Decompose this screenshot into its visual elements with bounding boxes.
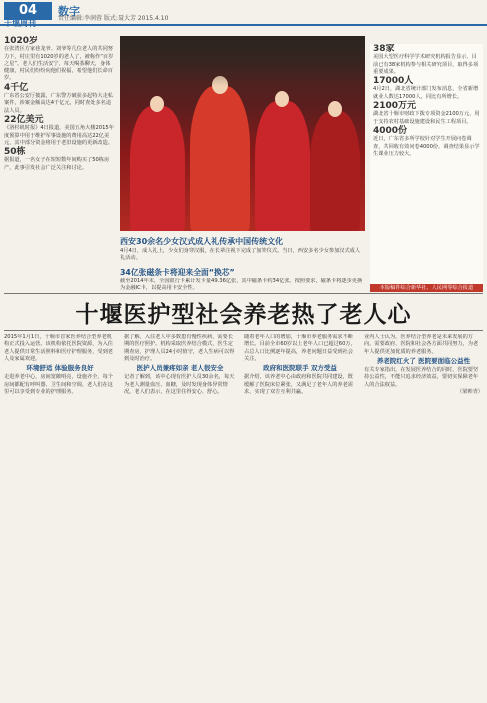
article-paragraph: 记者了解到，该中心现有医护人员30余名，每天为老人测量血压、血糖，及时发现身体异常情况。老人们表示，在这里住得安心、舒心。 bbox=[124, 374, 235, 396]
article-paragraph: 2015年1月1日，十堰市首家医养结合型养老机构正式投入运营。该机构依托医院资源，为入住老人提供日常生活照料和医疗护理服务，受到老人及家属欢迎。 bbox=[4, 334, 113, 362]
brief-number: 17000人 bbox=[373, 76, 414, 87]
article-subheading: 政府和医院联手 双方受益 bbox=[263, 364, 337, 373]
article-paragraph: 据介绍，该养老中心由政府和医院共同建设，既缓解了医院床位紧张，又满足了老年人的养老需求，实现了双方互利共赢。 bbox=[244, 374, 353, 396]
brief-item bbox=[4, 114, 114, 147]
article-paragraph: 随着老年人口的增加，十堰市养老服务需求不断增长。目前全市60岁以上老年人口已超过60万，占总人口比例逐年提高，养老问题日益受到社会关注。 bbox=[244, 334, 356, 362]
brief-text: 近日，广东省多所学校针对学生开展问卷调查，共回收有效问卷4000份，调查结果显示学生课业压力较大。 bbox=[373, 136, 480, 157]
page-number: 04 bbox=[4, 2, 52, 20]
article-subheading: 医护人员兼疼如亲 老人很安全 bbox=[136, 364, 224, 373]
brief-item bbox=[373, 103, 480, 126]
editor-meta: 责任编辑:李润蓉 版式:聂大芳 2015.4.10 bbox=[58, 15, 169, 22]
brief-number: 38家 bbox=[373, 44, 395, 54]
page-header bbox=[0, 0, 487, 26]
article-column-1 bbox=[4, 334, 116, 700]
article-signature: （梁帅青） bbox=[457, 389, 483, 396]
paper-name: 十堰周刊 bbox=[4, 19, 36, 28]
ceremony-photo bbox=[120, 36, 365, 231]
brief-text: 美国大型医疗科学学术研究机构报告显示，目前已有38家机构参与相关研究项目，取得多项重要成果。 bbox=[373, 54, 479, 75]
brief-text: 湖北省十堰市财政下拨专项资金2100万元，用于支持农村基础设施建设和民生工程项目。 bbox=[373, 111, 480, 125]
divider bbox=[4, 293, 483, 294]
article-paragraph: 有关专家指出，在发展医养结合的同时，医院要坚持公益性，不能只追求经济效益，要切实保障老年人的合法权益。 bbox=[364, 367, 479, 388]
article-column-3 bbox=[244, 334, 356, 700]
brief-number: 4000份 bbox=[373, 125, 408, 136]
photo-caption: 西安30余名少女汉式成人礼传承中国传统文化 bbox=[120, 237, 284, 246]
section-title: 数字 bbox=[58, 5, 80, 18]
brief-item bbox=[4, 82, 114, 115]
brief-number: 1020岁 bbox=[4, 36, 39, 46]
brief-text: 据报道，一名女子在短短数年间购买了50栋房产，此事引发社会广泛关注和讨论。 bbox=[4, 157, 110, 171]
brief-item bbox=[373, 125, 480, 158]
article-subheading: 养老院红火了 医院要面临公益性 bbox=[376, 356, 471, 365]
left-column bbox=[4, 36, 114, 288]
subarticle-title: 34亿张磁条卡将迎来全面“换芯” bbox=[120, 268, 235, 277]
brief-text: 在张湾区方家巷龙爷、刘爷等几位老人的共同努力下，村庄里有1020岁的老人了，被称作“百岁之星”。老人们生活安宁，每天喝茶聊天，身体健康，村民们纷纷向他们祝福，希望他们长命百岁。 bbox=[4, 46, 114, 82]
article-paragraph: 据了解，入住老人中多数患有慢性疾病，需要长期的医疗照护。机构采取医养结合模式，医生定期查房，护理人员24小时值守，老人生病可以得到及时治疗。 bbox=[124, 334, 235, 362]
brief-text: 广东省公安厅披露，广东警方破获多起特大走私案件，涉案金额高达4千亿元，同时查处多名违法人员。 bbox=[4, 93, 113, 114]
brief-text: 4月2日，湖北省统计部门发布消息，全省新增就业人数达17000人，同比有所增长。 bbox=[373, 86, 479, 100]
brief-text: 《洛杉矶时报》4日报道，美国五角大楼2015年度预算中用于维护军事设施的费用高达22亿美元，其中部分资金将用于老旧设施的更新改造。 bbox=[4, 125, 114, 146]
article-subheading: 环境舒适 体验服务良好 bbox=[26, 364, 94, 373]
right-column bbox=[370, 44, 483, 284]
article-column-2 bbox=[124, 334, 236, 700]
brief-item bbox=[373, 46, 480, 76]
article-paragraph: 业内人士认为，医养结合型养老是未来发展的方向，需要政府、医院和社会各方面共同努力，为老年人提供更加优质的养老服务。 bbox=[364, 334, 479, 355]
brief-number: 4千亿 bbox=[4, 82, 29, 93]
subarticle-text: 截至2014年末，全国银行卡累计发卡量49.36亿张，其中磁条卡约34亿张。按照要求，磁条卡将逐步更换为金融IC卡，以提高用卡安全性。 bbox=[120, 278, 363, 292]
brief-number: 22亿美元 bbox=[4, 114, 44, 125]
article-column-4 bbox=[364, 334, 483, 700]
main-headline: 十堰医护型社会养老热了老人心 bbox=[75, 302, 412, 328]
brief-number: 50栋 bbox=[4, 147, 26, 158]
brief-item bbox=[373, 78, 480, 101]
source-label: 本版稿件综合新华社、人民网等综合报道 bbox=[370, 284, 483, 292]
divider bbox=[4, 330, 483, 331]
photo-caption-text: 4月4日，成人礼上，少女们身穿汉服，在长辈注视下完成了加笄仪式。当日，西安多名少女参加汉式成人礼活动。 bbox=[120, 248, 361, 261]
brief-number: 2100万元 bbox=[373, 101, 417, 112]
article-paragraph: 走进养老中心，房间宽敞明亮，设施齐全，每个房间都配有呼叫器、卫生间和空调。老人们在这里可以享受到专业的护理服务。 bbox=[4, 374, 113, 396]
brief-item bbox=[4, 38, 114, 83]
brief-item bbox=[4, 149, 114, 172]
